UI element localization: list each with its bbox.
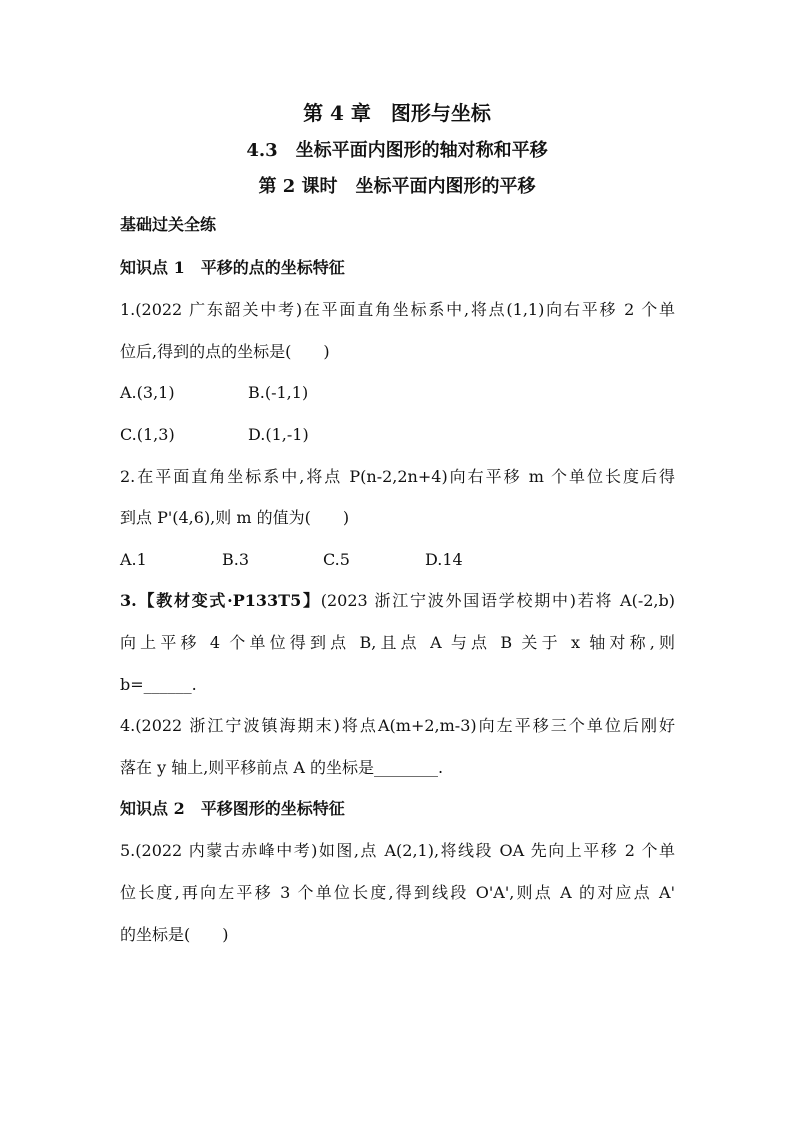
question-4-line-2: 落在 y 轴上,则平移前点 A 的坐标是________. xyxy=(120,758,444,777)
question-1-option-b: B.(-1,1) xyxy=(248,383,309,402)
question-1-option-a: A.(3,1) xyxy=(120,383,175,402)
practice-heading: 基础过关全练 xyxy=(120,215,217,234)
question-1-option-c: C.(1,3) xyxy=(120,425,175,444)
knowledge-point-2-heading: 知识点 2 平移图形的坐标特征 xyxy=(120,799,345,818)
question-5-line-2: 位长度,再向左平移 3 个单位长度,得到线段 O'A',则点 A 的对应点 A' xyxy=(120,883,675,902)
question-3-line-2: 向上平移 4 个单位得到点 B,且点 A 与点 B 关于 x 轴对称,则 xyxy=(120,633,675,652)
question-3-line-3: b=______. xyxy=(120,675,197,694)
question-3-line-1-text: (2023 浙江宁波外国语学校期中)若将 A(-2,b) xyxy=(320,591,675,610)
chapter-title: 第 4 章 图形与坐标 xyxy=(303,101,491,125)
question-3-line-1 xyxy=(120,591,675,611)
question-2-option-c: C.5 xyxy=(323,550,350,569)
question-5-line-1: 5.(2022 内蒙古赤峰中考)如图,点 A(2,1),将线段 OA 先向上平移 2 个单 xyxy=(120,841,675,860)
question-2-option-b: B.3 xyxy=(222,550,250,569)
question-1-option-d: D.(1,-1) xyxy=(248,425,309,444)
knowledge-point-1-heading: 知识点 1 平移的点的坐标特征 xyxy=(120,258,345,277)
question-2-option-d: D.14 xyxy=(425,550,463,569)
question-3-tag: 3.【教材变式·P133T5】 xyxy=(120,591,321,610)
question-2-line-2: 到点 P'(4,6),则 m 的值为( ) xyxy=(120,508,350,527)
question-2-line-1: 2.在平面直角坐标系中,将点 P(n-2,2n+4)向右平移 m 个单位长度后得 xyxy=(120,467,675,486)
question-5-line-3: 的坐标是( ) xyxy=(120,925,229,944)
section-title: 4.3 坐标平面内图形的轴对称和平移 xyxy=(246,140,548,161)
question-2-option-a: A.1 xyxy=(120,550,147,569)
question-1-line-2: 位后,得到的点的坐标是( ) xyxy=(120,342,330,361)
question-1-line-1: 1.(2022 广东韶关中考)在平面直角坐标系中,将点(1,1)向右平移 2 个单 xyxy=(120,300,675,319)
question-4-line-1: 4.(2022 浙江宁波镇海期末)将点A(m+2,m-3)向左平移三个单位后刚好 xyxy=(120,716,675,735)
lesson-title: 第 2 课时 坐标平面内图形的平移 xyxy=(258,176,536,197)
